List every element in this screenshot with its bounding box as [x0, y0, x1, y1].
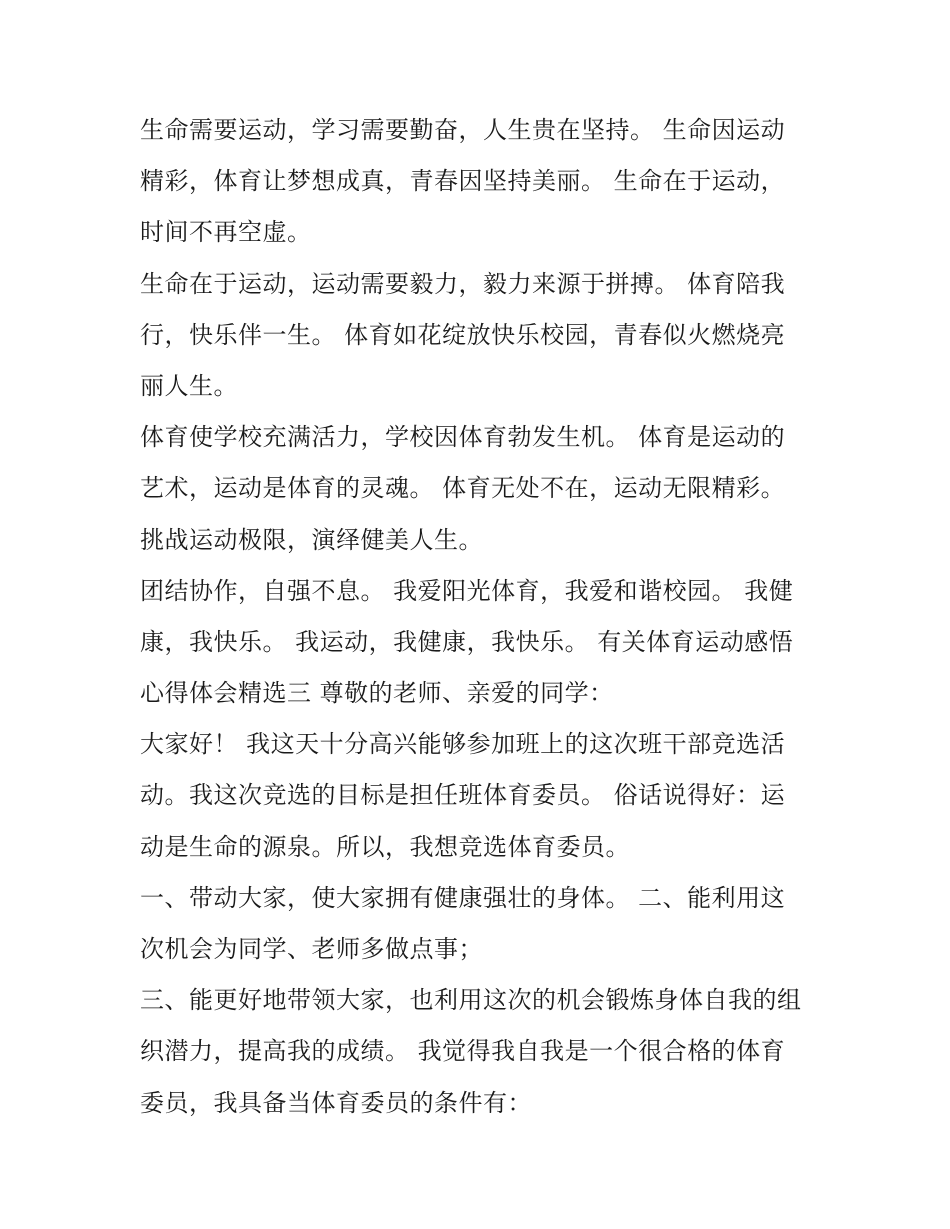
text-line: 生命在于运动，运动需要毅力，毅力来源于拼搏。 体育陪我 — [140, 269, 786, 298]
text-line: 生命需要运动，学习需要勤奋，人生贵在坚持。 生命因运动 — [140, 116, 786, 144]
document-body — [140, 105, 820, 1129]
text-line: 时间不再空虚。 — [140, 218, 312, 247]
text-line: 体育使学校充满活力，学校因体育勃发生机。 体育是运动的 — [140, 423, 786, 452]
text-line: 次机会为同学、老师多做点事； — [140, 935, 483, 963]
text-line: 康，我快乐。 我运动，我健康，我快乐。 有关体育运动感悟 — [140, 627, 794, 656]
text-line: 丽人生。 — [140, 371, 238, 400]
text-line: 挑战运动极限，演绎健美人生。 — [140, 525, 483, 554]
text-line: 织潜力，提高我的成绩。 我觉得我自我是一个很合格的体育 — [140, 1037, 786, 1066]
text-line: 动。我这次竞选的目标是担任班体育委员。 俗话说得好：运 — [140, 781, 786, 810]
text-line: 委员，我具备当体育委员的条件有： — [140, 1088, 532, 1117]
text-line: 心得体会精选三 尊敬的老师、亲爱的同学： — [140, 679, 614, 708]
text-line: 三、能更好地带领大家，也利用这次的机会锻炼身体自我的组 — [140, 986, 802, 1015]
text-line: 艺术，运动是体育的灵魂。 体育无处不在，运动无限精彩。 — [140, 474, 786, 503]
text-line: 团结协作，自强不息。 我爱阳光体育，我爱和谐校园。 我健 — [140, 576, 794, 605]
text-line: 大家好！ 我这天十分高兴能够参加班上的这次班干部竞选活 — [140, 730, 786, 759]
text-line: 一、带动大家，使大家拥有健康强壮的身体。 二、能利用这 — [140, 883, 786, 912]
text-line: 行，快乐伴一生。 体育如花绽放快乐校园，青春似火燃烧亮 — [140, 320, 786, 349]
text-line: 精彩，体育让梦想成真，青春因坚持美丽。 生命在于运动， — [140, 167, 786, 196]
text-line: 动是生命的源泉。所以，我想竞选体育委员。 — [140, 832, 630, 861]
